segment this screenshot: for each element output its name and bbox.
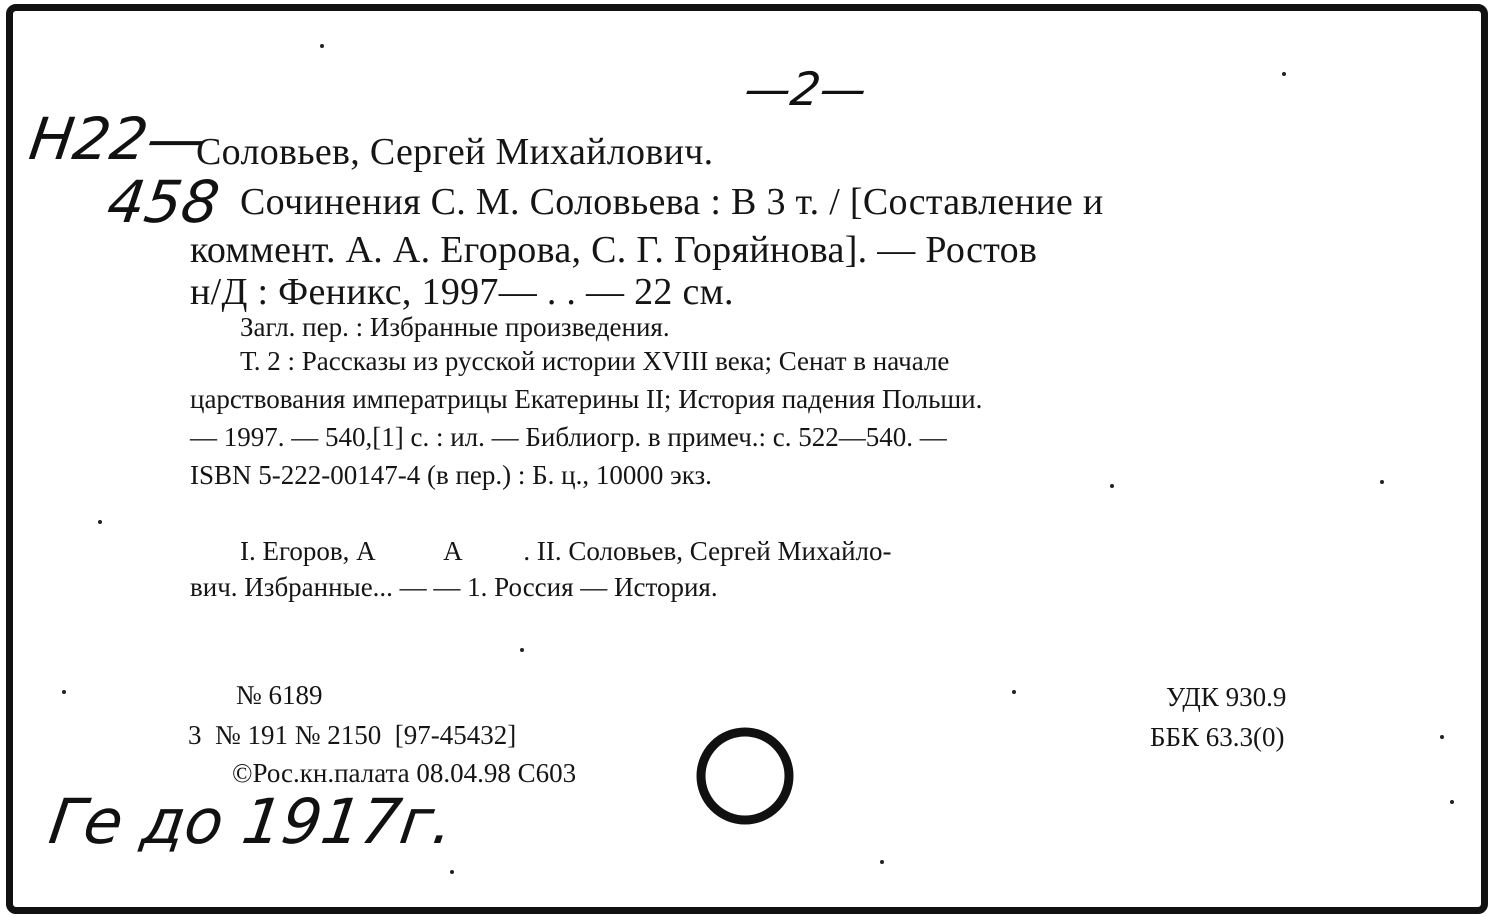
volume-line-1: Т. 2 : Рассказы из русской истории XVIII века; Сенат в начале: [240, 346, 950, 376]
entry-title-line-3: н/Д : Феникс, 1997— . . — 22 см.: [190, 271, 734, 313]
tracings-line-1: I. Егоров, А А . II. Соловьев, Сергей Михайло-: [240, 536, 892, 566]
isbn-line: ISBN 5-222-00147-4 (в пер.) : Б. ц., 10000 экз.: [190, 460, 712, 490]
bbk-code: ББК 63.3(0): [1150, 722, 1285, 752]
volume-line-2: царствования императрицы Екатерины II; История падения Польши.: [190, 384, 983, 414]
udk-code: УДК 930.9: [1166, 682, 1287, 712]
catalog-number: № 6189: [236, 680, 323, 710]
entry-title-line-1: Сочинения С. М. Соловьева : В 3 т. / [Составление и: [240, 181, 1104, 223]
entry-heading: Соловьев, Сергей Михайлович.: [196, 131, 714, 173]
handwritten-bottom-note: Ге до 1917г.: [44, 785, 459, 858]
tracings-line-2: вич. Избранные... — — 1. Россия — История.: [190, 572, 718, 602]
registration-numbers: 3 № 191 № 2150 [97-45432]: [188, 720, 517, 750]
volume-line-3: — 1997. — 540,[1] с. : ил. — Библиогр. в примеч.: с. 522—540. —: [190, 422, 947, 452]
book-chamber-line: ©Рос.кн.палата 08.04.98 С603: [232, 758, 577, 788]
entry-note: Загл. пер. : Избранные произведения.: [240, 312, 670, 342]
handwritten-shelf-number: 458: [103, 168, 224, 236]
handwritten-page-number: —2—: [741, 62, 871, 116]
handwritten-shelf-mark: Н22—: [25, 105, 211, 173]
entry-title-line-2: коммент. А. А. Егорова, С. Г. Горяйнова]. — Ростов: [190, 229, 1038, 271]
card-hole-punch: [695, 720, 805, 830]
